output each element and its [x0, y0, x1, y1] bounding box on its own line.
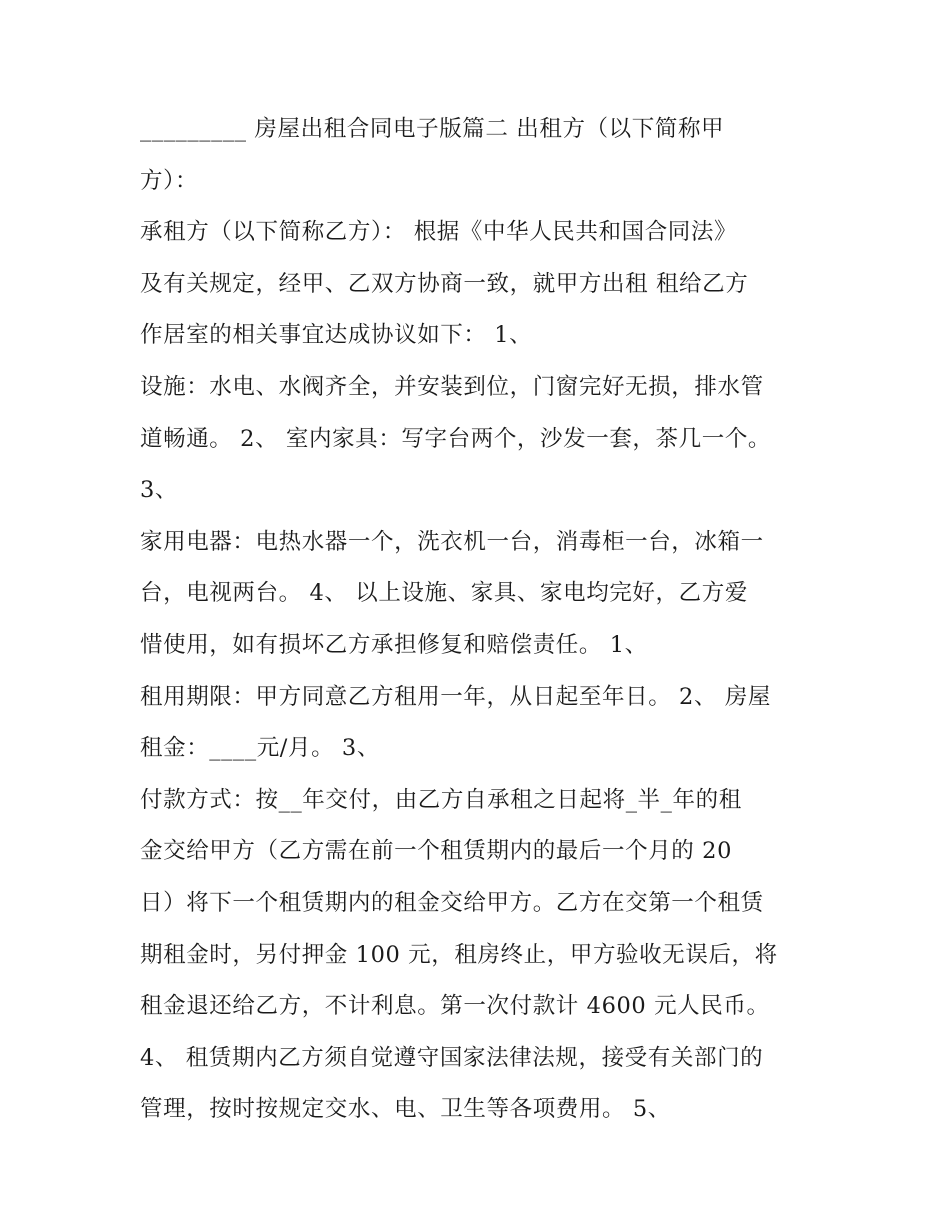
text-line: 家用电器：电热水器一个，洗衣机一台，消毒柜一台，冰箱一 [140, 528, 764, 555]
text-line: 方）： [140, 167, 199, 194]
text-line: 设施：水电、水阀齐全，并安装到位，门窗完好无损，排水管 [140, 373, 764, 400]
text-line: 台，电视两台。 4、 以上设施、家具、家电均完好，乙方爱 [140, 580, 748, 607]
text-line: 道畅通。 2、 室内家具：写字台两个，沙发一套，茶几一个。 [140, 425, 772, 452]
text-line: 作居室的相关事宜达成协议如下： 1、 [140, 322, 533, 349]
text-line: 期租金时，另付押金 100 元，租房终止，甲方验收无误后，将 [140, 941, 778, 968]
text-line: 租金：____元/月。 3、 [140, 735, 380, 762]
text-line: 租金退还给乙方，不计利息。第一次付款计 4600 元人民币。 [140, 993, 770, 1020]
text-line: 金交给甲方（乙方需在前一个租赁期内的最后一个月的 20 [140, 838, 732, 865]
text-line: 3、 [140, 477, 179, 504]
text-line: 承租方（以下简称乙方）： 根据《中华人民共和国合同法》 [140, 219, 738, 246]
text-line: 4、 租赁期内乙方须自觉遵守国家法律法规，接受有关部门的 [140, 1044, 764, 1071]
text-line: 日）将下一个租赁期内的租金交给甲方。乙方在交第一个租赁 [140, 889, 764, 916]
text-line: 管理，按时按规定交水、电、卫生等各项费用。 5、 [140, 1096, 671, 1123]
text-line: 惜使用，如有损坏乙方承担修复和赔偿责任。 1、 [140, 631, 648, 658]
text-line: 及有关规定，经甲、乙双方协商一致，就甲方出租 租给乙方 [140, 270, 749, 297]
contract-body-text [140, 104, 830, 1136]
text-line: 租用期限：甲方同意乙方租用一年，从日起至年日。 2、 房屋 [140, 683, 772, 710]
text-line: 付款方式：按__年交付，由乙方自承租之日起将_半_年的租 [140, 786, 742, 813]
text-line: _________ 房屋出租合同电子版篇二 出租方（以下简称甲 [140, 116, 725, 142]
